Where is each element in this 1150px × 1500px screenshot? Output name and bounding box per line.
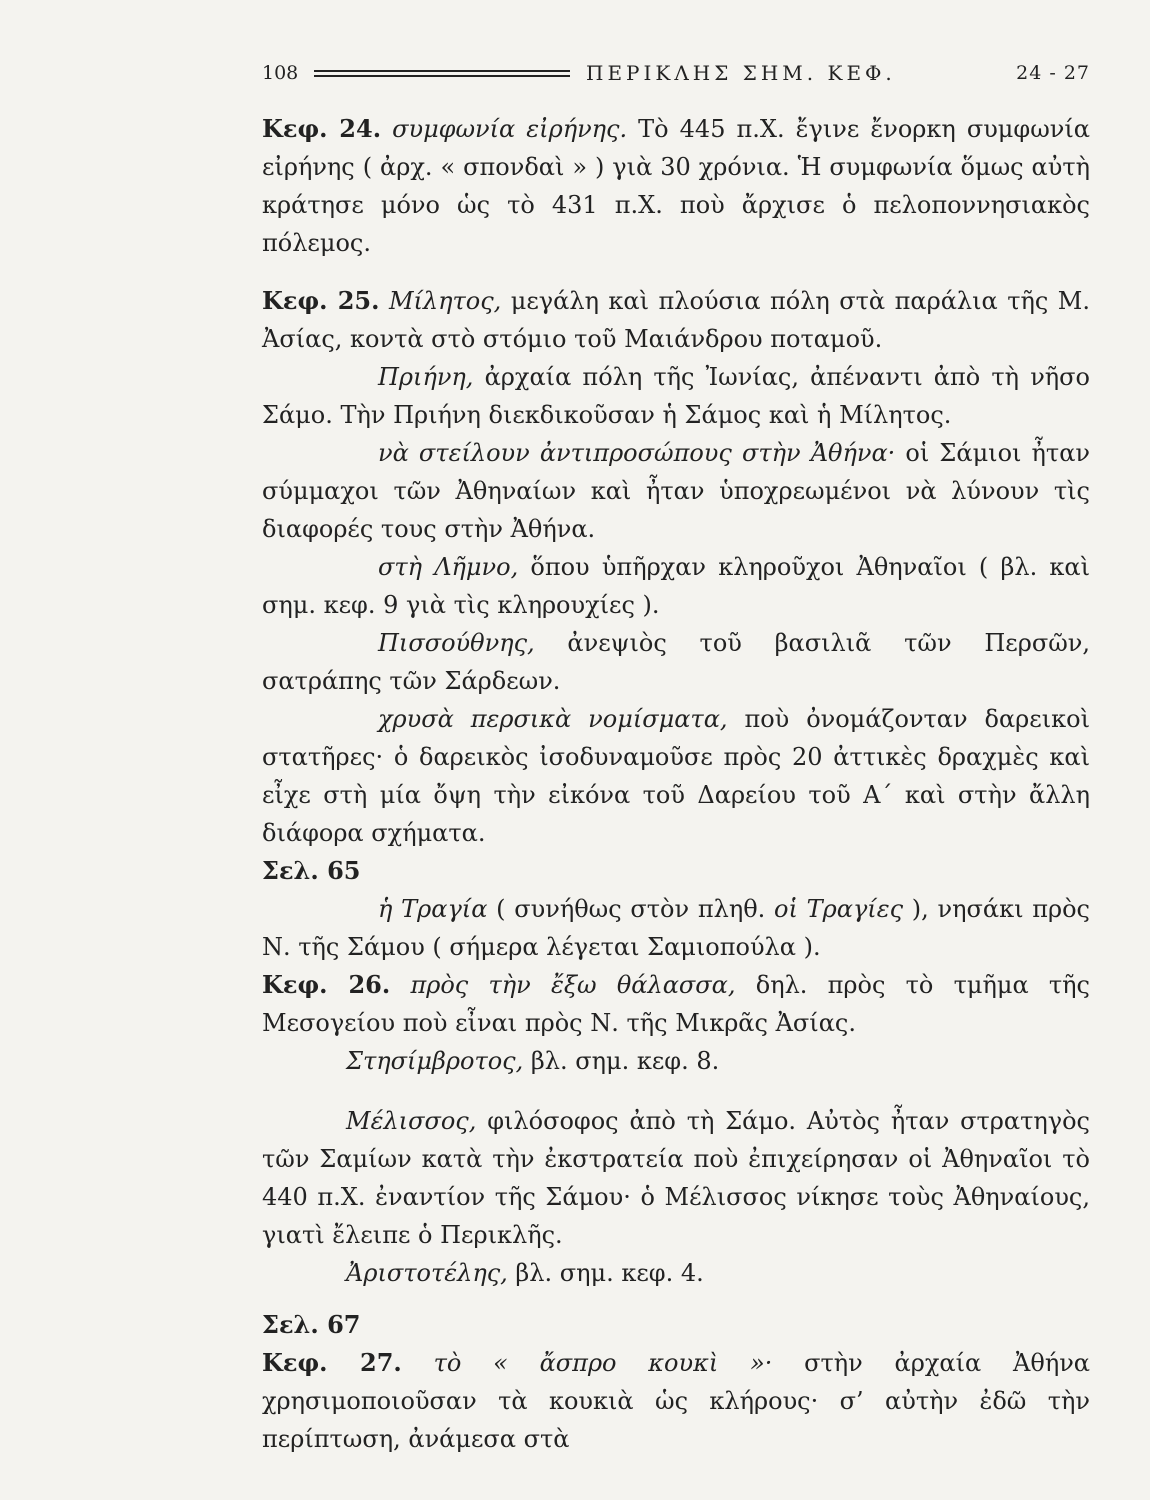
note-term: χρυσὰ περσικὰ νομίσματα, xyxy=(378,705,728,733)
page-number: 108 xyxy=(262,62,299,84)
note-text: ποὺ ὀνομάζονταν δαρεικοὶ στατῆρες· ὁ δαρεικὸς ἰσοδυναμοῦσε πρὸς 20 ἀττικὲς δραχμὲς καὶ εἶχε στὴ μία ὄψη τὴν εἰκόνα τοῦ Δαρείου τοῦ Α΄ καὶ στὴν ἄλλη διάφορα σχήματα. xyxy=(262,705,1090,847)
note-aristoteles xyxy=(262,1254,1090,1292)
chapter-label: Κεφ. 27. xyxy=(262,1348,402,1377)
chapter-range: 24 - 27 xyxy=(1016,62,1090,84)
note-term: συμφωνία εἰρήνης. xyxy=(392,115,628,143)
note-term: ἡ Τραγία xyxy=(378,895,488,923)
note-persian-coins xyxy=(262,700,1090,852)
note-text: ἀρχαία πόλη τῆς Ἰωνίας, ἀπέναντι ἀπὸ τὴ νῆσο Σάμο. Τὴν Πριήνη διεκδικοῦσαν ἡ Σάμος καὶ ἡ Μίλητος. xyxy=(262,363,1090,429)
note-stesimbrotos xyxy=(262,1042,1090,1080)
section-page-ref: Σελ. 67 xyxy=(262,1310,361,1339)
note-tragia xyxy=(262,890,1090,966)
note-term: νὰ στείλουν ἀντιπροσώπους στὴν Ἀθήνα· xyxy=(378,439,896,467)
note-text: ὅπου ὑπῆρχαν κληροῦχοι Ἀθηναῖοι ( βλ. καὶ σημ. κεφ. 9 γιὰ τὶς κληρουχίες ). xyxy=(262,553,1090,619)
note-pissouthnes xyxy=(262,624,1090,700)
chapter-label: Κεφ. 25. xyxy=(262,286,380,315)
note-text: Τὸ 445 π.Χ. ἔγινε ἔνορκη συμφωνία εἰρήνης ( ἀρχ. « σπονδαὶ » ) γιὰ 30 χρόνια. Ἡ συμφωνία ὅμως αὐτὴ κράτησε μόνο ὡς τὸ 431 π.Χ. ποὺ ἄρχισε ὁ πελοποννησιακὸς πόλεμος. xyxy=(262,115,1090,257)
chapter-label: Κεφ. 26. xyxy=(262,970,391,999)
note-chapter-25 xyxy=(262,282,1090,358)
note-text-continued: ), νησάκι πρὸς Ν. τῆς Σάμου ( σήμερα λέγεται Σαμιοπούλα ). xyxy=(262,895,1090,961)
note-term: Πισσούθνης, xyxy=(378,629,535,657)
header-rule xyxy=(314,70,570,77)
notes-body xyxy=(262,110,1090,1458)
note-term: τὸ « ἄσπρο κουκὶ »· xyxy=(433,1349,773,1377)
note-term: Μίλητος, xyxy=(388,287,502,315)
note-term: Ἀριστοτέλης, xyxy=(346,1259,508,1287)
note-term-plural: οἱ Τραγίες xyxy=(774,895,904,923)
note-term: πρὸς τὴν ἔξω θάλασσα, xyxy=(410,971,736,999)
note-text: βλ. σημ. κεφ. 4. xyxy=(507,1259,704,1287)
note-send-representatives xyxy=(262,434,1090,548)
note-text: ἀνεψιὸς τοῦ βασιλιᾶ τῶν Περσῶν, σατράπης τῶν Σάρδεων. xyxy=(262,629,1090,695)
note-chapter-24 xyxy=(262,110,1090,262)
note-text: μεγάλη καὶ πλούσια πόλη στὰ παράλια τῆς Μ. Ἀσίας, κοντὰ στὸ στόμιο τοῦ Μαιάνδρου ποταμοῦ. xyxy=(262,287,1090,353)
running-header xyxy=(262,56,1090,90)
note-priene xyxy=(262,358,1090,434)
note-term: Πριήνη, xyxy=(378,363,474,391)
note-term: Στησίμβροτος, xyxy=(346,1047,524,1075)
note-text: δηλ. πρὸς τὸ τμῆμα τῆς Μεσογείου ποὺ εἶναι πρὸς Ν. τῆς Μικρᾶς Ἀσίας. xyxy=(262,971,1091,1037)
running-title: ΠΕΡΙΚΛΗΣ ΣΗΜ. ΚΕΦ. xyxy=(586,61,896,85)
note-lemnos xyxy=(262,548,1090,624)
chapter-label: Κεφ. 24. xyxy=(262,114,382,143)
note-chapter-26 xyxy=(262,966,1090,1042)
note-melissos xyxy=(262,1102,1090,1254)
note-text: οἱ Σάμιοι ἦταν σύμμαχοι τῶν Ἀθηναίων καὶ ἦταν ὑποχρεωμένοι νὰ λύνουν τὶς διαφορές τους στὴν Ἀθήνα. xyxy=(262,439,1090,543)
note-text: βλ. σημ. κεφ. 8. xyxy=(523,1047,720,1075)
note-term: Μέλισσος, xyxy=(346,1107,477,1135)
note-chapter-27 xyxy=(262,1344,1090,1458)
note-term: στὴ Λῆμνο, xyxy=(378,553,519,581)
note-text: στὴν ἀρχαία Ἀθήνα χρησιμοποιοῦσαν τὰ κουκιὰ ὡς κλήρους· σ’ αὐτὴν ἐδῶ τὴν περίπτωση, ἀνάμεσα στὰ xyxy=(262,1349,1090,1453)
section-page-ref: Σελ. 65 xyxy=(262,856,361,885)
note-text: φιλόσοφος ἀπὸ τὴ Σάμο. Αὐτὸς ἦταν στρατηγὸς τῶν Σαμίων κατὰ τὴν ἐκστρατεία ποὺ ἐπιχείρησαν οἱ Ἀθηναῖοι τὸ 440 π.Χ. ἐναντίον τῆς Σάμου· ὁ Μέλισσος νίκησε τοὺς Ἀθηναίους, γιατὶ ἔλειπε ὁ Περικλῆς. xyxy=(262,1107,1090,1249)
note-text: ( συνήθως στὸν πληθ. xyxy=(487,895,775,923)
